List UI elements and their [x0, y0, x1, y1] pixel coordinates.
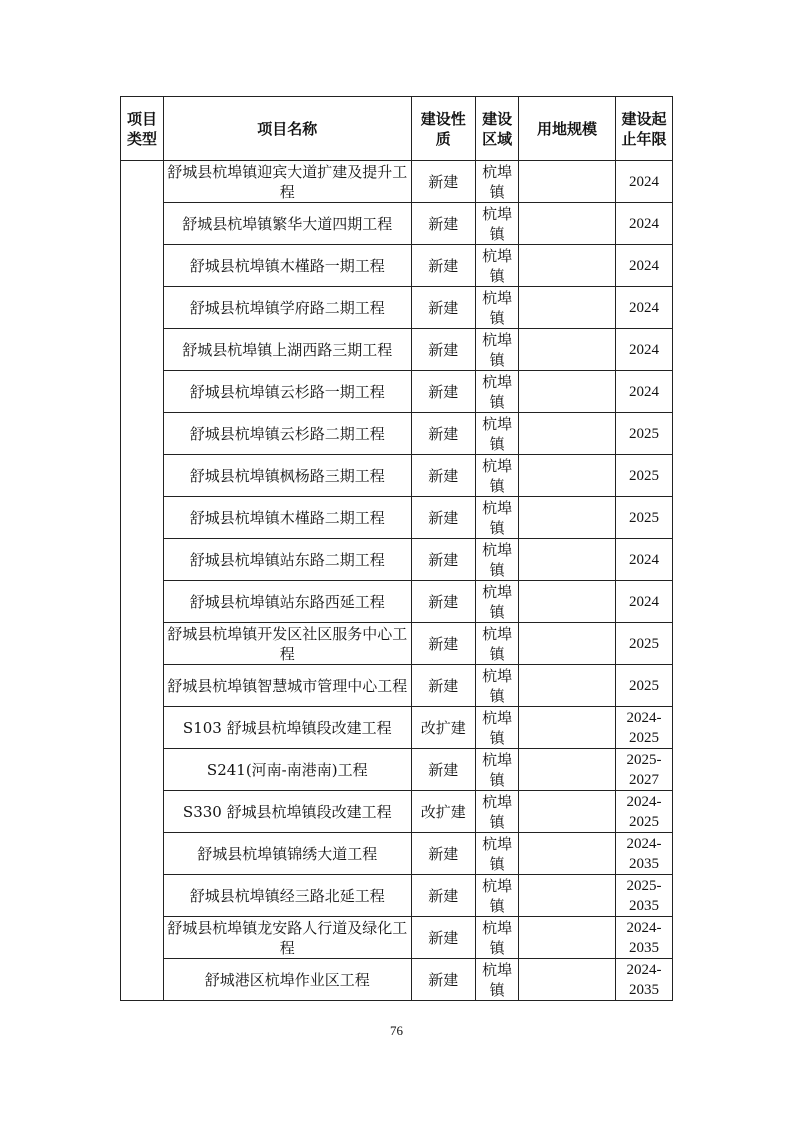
land-scale-cell	[519, 455, 616, 497]
table-body	[121, 161, 673, 1001]
land-scale-cell	[519, 833, 616, 875]
construction-years-cell: 2024	[615, 539, 672, 581]
construction-region-cell: 杭埠镇	[476, 161, 519, 203]
table-row	[121, 245, 673, 287]
project-name-cell: 舒城县杭埠镇上湖西路三期工程	[164, 329, 411, 371]
header-project-name: 项目名称	[164, 97, 411, 161]
construction-nature-cell: 新建	[411, 917, 476, 959]
construction-region-cell: 杭埠镇	[476, 749, 519, 791]
construction-nature-cell: 新建	[411, 539, 476, 581]
construction-region-cell: 杭埠镇	[476, 329, 519, 371]
header-project-type: 项目类型	[121, 97, 164, 161]
table-row	[121, 875, 673, 917]
table-row	[121, 371, 673, 413]
project-name-cell: 舒城县杭埠镇木槿路二期工程	[164, 497, 411, 539]
construction-region-cell: 杭埠镇	[476, 203, 519, 245]
project-name-cell: 舒城县杭埠镇经三路北延工程	[164, 875, 411, 917]
construction-years-cell: 2024-2035	[615, 959, 672, 1001]
land-scale-cell	[519, 371, 616, 413]
construction-region-cell: 杭埠镇	[476, 833, 519, 875]
construction-nature-cell: 新建	[411, 203, 476, 245]
construction-region-cell: 杭埠镇	[476, 581, 519, 623]
construction-region-cell: 杭埠镇	[476, 413, 519, 455]
land-scale-cell	[519, 665, 616, 707]
construction-nature-cell: 改扩建	[411, 791, 476, 833]
project-type-cell	[121, 161, 164, 1001]
construction-years-cell: 2024	[615, 203, 672, 245]
construction-years-cell: 2024	[615, 581, 672, 623]
project-name-cell: 舒城港区杭埠作业区工程	[164, 959, 411, 1001]
construction-nature-cell: 新建	[411, 581, 476, 623]
construction-years-cell: 2024-2025	[615, 707, 672, 749]
project-name-cell: 舒城县杭埠镇迎宾大道扩建及提升工程	[164, 161, 411, 203]
table-row	[121, 455, 673, 497]
construction-nature-cell: 新建	[411, 749, 476, 791]
table-row	[121, 833, 673, 875]
land-scale-cell	[519, 539, 616, 581]
table-row	[121, 497, 673, 539]
land-scale-cell	[519, 959, 616, 1001]
construction-years-cell: 2025-2035	[615, 875, 672, 917]
construction-years-cell: 2025	[615, 497, 672, 539]
construction-region-cell: 杭埠镇	[476, 959, 519, 1001]
construction-nature-cell: 新建	[411, 329, 476, 371]
construction-nature-cell: 新建	[411, 287, 476, 329]
land-scale-cell	[519, 749, 616, 791]
construction-region-cell: 杭埠镇	[476, 539, 519, 581]
construction-years-cell: 2024-2035	[615, 917, 672, 959]
land-scale-cell	[519, 707, 616, 749]
project-table	[120, 96, 673, 1001]
construction-region-cell: 杭埠镇	[476, 371, 519, 413]
land-scale-cell	[519, 581, 616, 623]
land-scale-cell	[519, 287, 616, 329]
construction-region-cell: 杭埠镇	[476, 497, 519, 539]
page-number: 76	[390, 1023, 403, 1038]
header-construction-region: 建设区域	[476, 97, 519, 161]
land-scale-cell	[519, 497, 616, 539]
construction-nature-cell: 新建	[411, 665, 476, 707]
construction-nature-cell: 新建	[411, 833, 476, 875]
table-row	[121, 623, 673, 665]
construction-nature-cell: 新建	[411, 875, 476, 917]
construction-nature-cell: 新建	[411, 413, 476, 455]
table-row	[121, 161, 673, 203]
construction-years-cell: 2025-2027	[615, 749, 672, 791]
construction-nature-cell: 新建	[411, 455, 476, 497]
table-row	[121, 917, 673, 959]
land-scale-cell	[519, 917, 616, 959]
project-name-cell: 舒城县杭埠镇枫杨路三期工程	[164, 455, 411, 497]
land-scale-cell	[519, 413, 616, 455]
project-name-cell: 舒城县杭埠镇龙安路人行道及绿化工程	[164, 917, 411, 959]
project-name-cell: 舒城县杭埠镇站东路西延工程	[164, 581, 411, 623]
table-row	[121, 707, 673, 749]
construction-region-cell: 杭埠镇	[476, 665, 519, 707]
project-name-cell: 舒城县杭埠镇繁华大道四期工程	[164, 203, 411, 245]
construction-region-cell: 杭埠镇	[476, 875, 519, 917]
land-scale-cell	[519, 329, 616, 371]
project-name-cell: 舒城县杭埠镇学府路二期工程	[164, 287, 411, 329]
construction-nature-cell: 新建	[411, 161, 476, 203]
table-row	[121, 329, 673, 371]
construction-nature-cell: 新建	[411, 623, 476, 665]
table-row	[121, 581, 673, 623]
construction-years-cell: 2025	[615, 455, 672, 497]
construction-years-cell: 2025	[615, 665, 672, 707]
table-row	[121, 791, 673, 833]
construction-region-cell: 杭埠镇	[476, 245, 519, 287]
construction-years-cell: 2024-2025	[615, 791, 672, 833]
land-scale-cell	[519, 161, 616, 203]
construction-years-cell: 2025	[615, 413, 672, 455]
construction-nature-cell: 改扩建	[411, 707, 476, 749]
project-name-cell: 舒城县杭埠镇站东路二期工程	[164, 539, 411, 581]
project-name-cell: 舒城县杭埠镇云杉路二期工程	[164, 413, 411, 455]
table-row	[121, 749, 673, 791]
construction-region-cell: 杭埠镇	[476, 455, 519, 497]
construction-region-cell: 杭埠镇	[476, 623, 519, 665]
construction-region-cell: 杭埠镇	[476, 287, 519, 329]
construction-years-cell: 2024	[615, 245, 672, 287]
land-scale-cell	[519, 791, 616, 833]
construction-years-cell: 2024	[615, 287, 672, 329]
project-name-cell: S103 舒城县杭埠镇段改建工程	[164, 707, 411, 749]
construction-nature-cell: 新建	[411, 371, 476, 413]
table-header-row	[121, 97, 673, 161]
land-scale-cell	[519, 875, 616, 917]
table-row	[121, 203, 673, 245]
construction-years-cell: 2024	[615, 329, 672, 371]
table-row	[121, 665, 673, 707]
table-row	[121, 539, 673, 581]
table-row	[121, 959, 673, 1001]
construction-nature-cell: 新建	[411, 245, 476, 287]
construction-years-cell: 2025	[615, 623, 672, 665]
construction-region-cell: 杭埠镇	[476, 791, 519, 833]
project-name-cell: 舒城县杭埠镇开发区社区服务中心工程	[164, 623, 411, 665]
land-scale-cell	[519, 623, 616, 665]
project-name-cell: S241(河南-南港南)工程	[164, 749, 411, 791]
project-name-cell: 舒城县杭埠镇智慧城市管理中心工程	[164, 665, 411, 707]
project-name-cell: S330 舒城县杭埠镇段改建工程	[164, 791, 411, 833]
construction-nature-cell: 新建	[411, 497, 476, 539]
header-land-scale: 用地规模	[519, 97, 616, 161]
project-name-cell: 舒城县杭埠镇云杉路一期工程	[164, 371, 411, 413]
table-row	[121, 287, 673, 329]
construction-years-cell: 2024	[615, 161, 672, 203]
header-construction-nature: 建设性质	[411, 97, 476, 161]
construction-nature-cell: 新建	[411, 959, 476, 1001]
header-construction-years: 建设起止年限	[615, 97, 672, 161]
construction-years-cell: 2024-2035	[615, 833, 672, 875]
land-scale-cell	[519, 245, 616, 287]
construction-region-cell: 杭埠镇	[476, 707, 519, 749]
construction-region-cell: 杭埠镇	[476, 917, 519, 959]
table-row	[121, 413, 673, 455]
construction-years-cell: 2024	[615, 371, 672, 413]
project-name-cell: 舒城县杭埠镇木槿路一期工程	[164, 245, 411, 287]
project-name-cell: 舒城县杭埠镇锦绣大道工程	[164, 833, 411, 875]
land-scale-cell	[519, 203, 616, 245]
